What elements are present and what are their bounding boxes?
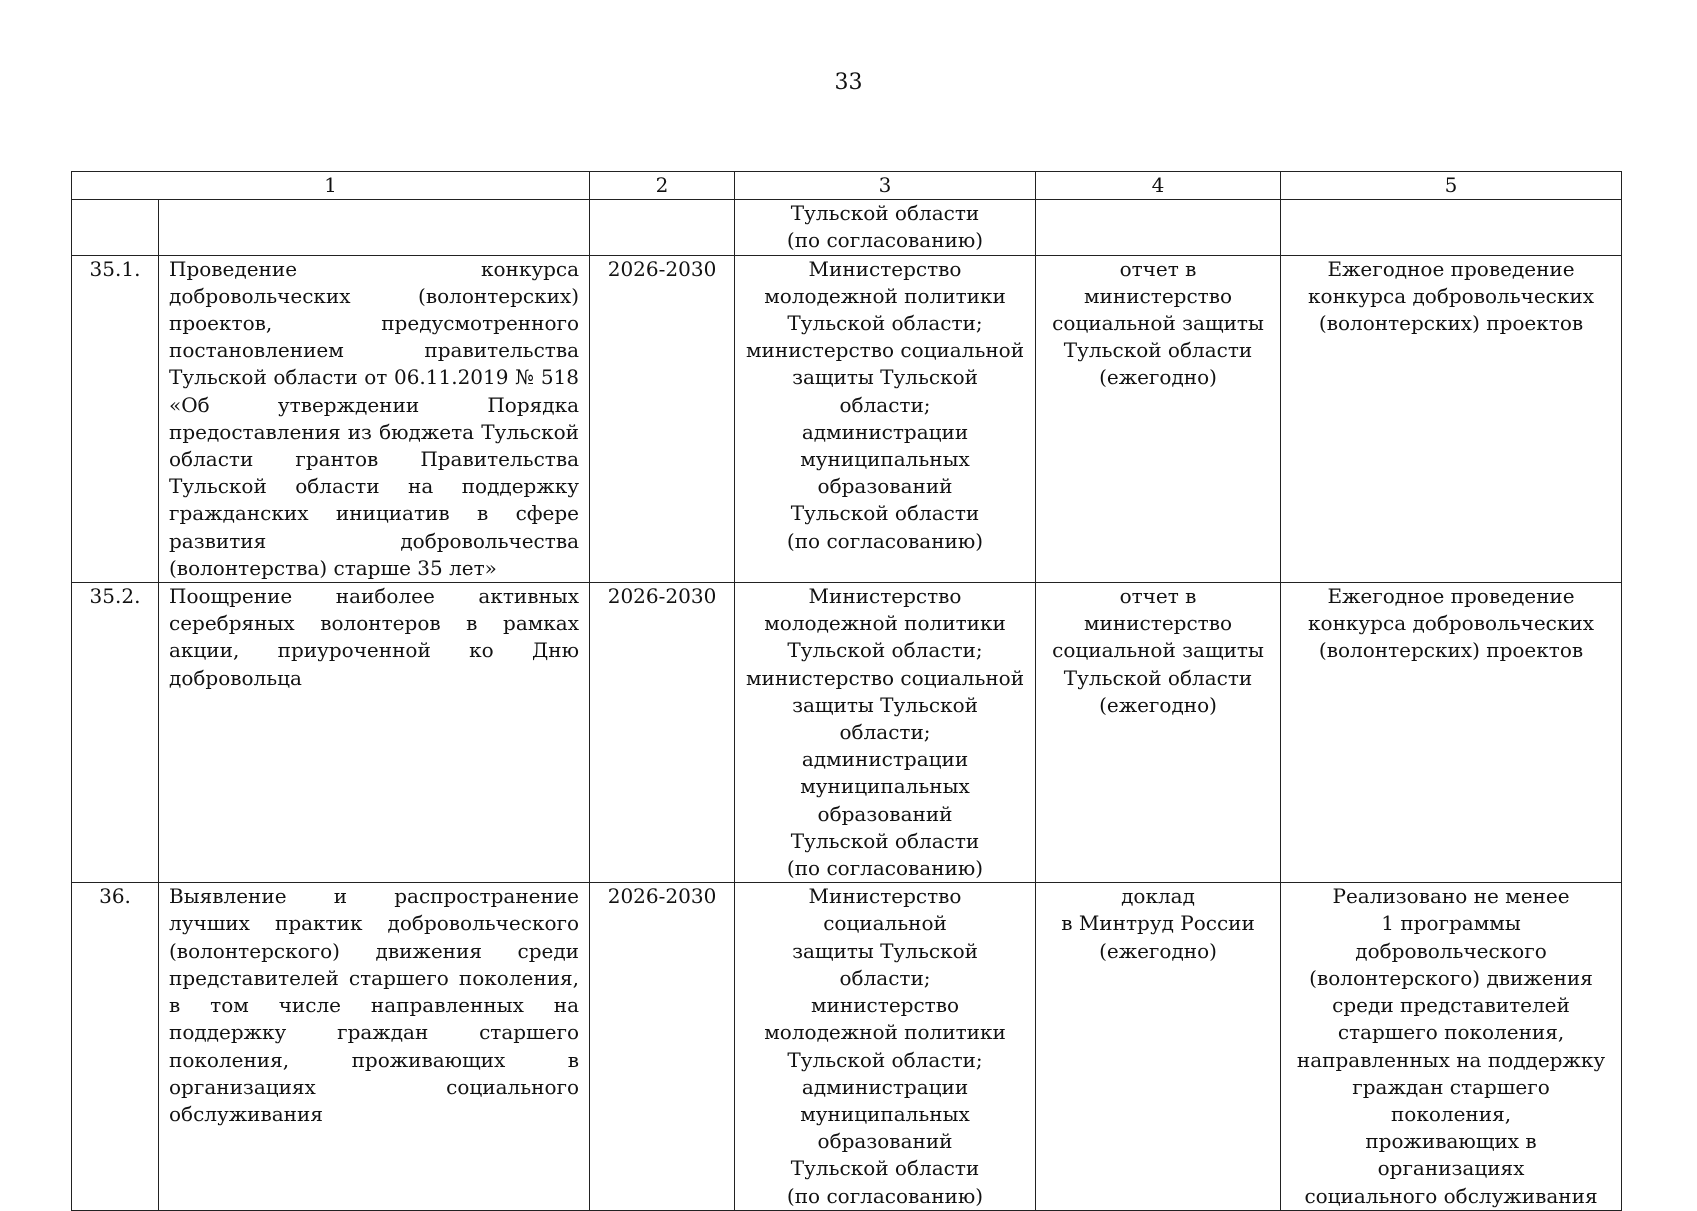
responsible-line: муниципальных bbox=[800, 774, 970, 799]
report-line: (ежегодно) bbox=[1099, 365, 1217, 390]
report-line: социальной защиты bbox=[1052, 311, 1264, 336]
row-responsible bbox=[735, 255, 1036, 582]
row-period-cell bbox=[590, 200, 735, 255]
header-col-2: 2 bbox=[590, 172, 735, 200]
result-line: (волонтерского) движения bbox=[1309, 965, 1593, 990]
measures-table bbox=[71, 171, 1622, 1211]
report-line: (ежегодно) bbox=[1099, 938, 1217, 963]
responsible-line: Тульской области bbox=[790, 1156, 980, 1181]
row-result bbox=[1281, 883, 1622, 1210]
responsible-line: Тульской области bbox=[790, 501, 980, 526]
responsible-line: защиты Тульской области; bbox=[792, 938, 978, 990]
table-row-continuation bbox=[72, 200, 1622, 255]
row-result bbox=[1281, 583, 1622, 883]
responsible-line: молодежной политики bbox=[764, 1020, 1006, 1045]
responsible-line: Тульской области bbox=[790, 828, 980, 853]
responsible-line: министерство социальной bbox=[746, 338, 1025, 363]
report-line: социальной защиты bbox=[1052, 638, 1264, 663]
table-header-row bbox=[72, 172, 1622, 200]
table-row-35-2 bbox=[72, 583, 1622, 883]
result-line: (волонтерских) проектов bbox=[1318, 311, 1584, 336]
row-responsible bbox=[735, 883, 1036, 1210]
responsible-line: образований bbox=[817, 1129, 953, 1154]
report-line: отчет в bbox=[1119, 256, 1197, 281]
responsible-line: образований bbox=[817, 474, 953, 499]
header-col-3: 3 bbox=[735, 172, 1036, 200]
report-line: (ежегодно) bbox=[1099, 692, 1217, 717]
result-line: Ежегодное проведение bbox=[1327, 256, 1575, 281]
table-row-36 bbox=[72, 883, 1622, 1210]
row-report bbox=[1036, 583, 1281, 883]
report-line: доклад bbox=[1121, 884, 1195, 909]
report-line: Тульской области bbox=[1063, 665, 1253, 690]
row-activity: Проведение конкурса добровольческих (волонтерских) проектов, предусмотренного постановлением правительства Тульской области от 06.11.2019 № 518 «Об утверждении Порядка предоставления из бюджета Тульской области грантов Правительства Тульской области на поддержку гражданских инициатив в сфере развития добровольчества (волонтерства) старше 35 лет» bbox=[159, 255, 590, 582]
responsible-line: муниципальных bbox=[800, 1101, 970, 1126]
responsible-line: администрации bbox=[801, 747, 969, 772]
result-line: проживающих в организациях bbox=[1365, 1129, 1537, 1181]
responsible-line: образований bbox=[817, 801, 953, 826]
responsible-line: защиты Тульской области; bbox=[792, 692, 978, 745]
responsible-line: (по согласованию) bbox=[786, 856, 984, 881]
row-responsible bbox=[735, 583, 1036, 883]
result-line: старшего поколения, bbox=[1337, 1020, 1565, 1045]
result-line: граждан старшего поколения, bbox=[1352, 1074, 1550, 1126]
responsible-line: министерство социальной bbox=[746, 665, 1025, 690]
result-line: Ежегодное проведение bbox=[1327, 584, 1575, 609]
row-responsible-cell bbox=[735, 200, 1036, 255]
responsible-line: (по согласованию) bbox=[786, 528, 984, 553]
result-line: конкурса добровольческих bbox=[1308, 611, 1594, 636]
header-col-4: 4 bbox=[1036, 172, 1281, 200]
row-activity-cell bbox=[159, 200, 590, 255]
page-number: 33 bbox=[834, 70, 863, 95]
responsible-line: Министерство bbox=[808, 584, 962, 609]
row-number: 35.1. bbox=[72, 255, 159, 582]
responsible-line: муниципальных bbox=[800, 447, 970, 472]
row-number-cell bbox=[72, 200, 159, 255]
responsible-line: защиты Тульской области; bbox=[792, 365, 978, 417]
result-line: (волонтерских) проектов bbox=[1318, 638, 1584, 663]
row-result-cell bbox=[1281, 200, 1622, 255]
row-period: 2026-2030 bbox=[590, 883, 735, 1210]
result-line: добровольческого bbox=[1355, 938, 1547, 963]
row-number: 36. bbox=[72, 883, 159, 1210]
result-line: направленных на поддержку bbox=[1296, 1047, 1606, 1072]
row-number: 35.2. bbox=[72, 583, 159, 883]
responsible-line: Министерство bbox=[808, 256, 962, 281]
report-line: министерство bbox=[1084, 283, 1233, 308]
header-col-5: 5 bbox=[1281, 172, 1622, 200]
report-line: министерство bbox=[1084, 611, 1233, 636]
report-line: в Минтруд России bbox=[1061, 911, 1255, 936]
result-line: социального обслуживания bbox=[1304, 1183, 1598, 1208]
responsible-line: (по согласованию) bbox=[786, 1183, 984, 1208]
responsible-line: администрации bbox=[801, 419, 969, 444]
result-line: конкурса добровольческих bbox=[1308, 283, 1594, 308]
responsible-line: администрации bbox=[801, 1074, 969, 1099]
responsible-line: Тульской области; bbox=[787, 311, 983, 336]
result-line: 1 программы bbox=[1381, 911, 1521, 936]
responsible-line: молодежной политики bbox=[764, 283, 1006, 308]
report-line: отчет в bbox=[1119, 584, 1197, 609]
responsible-line: Тульской области; bbox=[787, 638, 983, 663]
row-activity: Поощрение наиболее активных серебряных волонтеров в рамках акции, приуроченной ко Дню добровольца bbox=[159, 583, 590, 883]
row-report bbox=[1036, 883, 1281, 1210]
row-activity: Выявление и распространение лучших практик добровольческого (волонтерского) движения среди представителей старшего поколения, в том числе направленных на поддержку граждан старшего поколения, проживающих в организациях социального обслуживания bbox=[159, 883, 590, 1210]
row-result bbox=[1281, 255, 1622, 582]
row-period: 2026-2030 bbox=[590, 583, 735, 883]
table-row-35-1 bbox=[72, 255, 1622, 582]
row-report-cell bbox=[1036, 200, 1281, 255]
responsible-line: Министерство социальной bbox=[808, 884, 962, 936]
result-line: среди представителей bbox=[1332, 993, 1570, 1018]
responsible-line: министерство bbox=[811, 993, 960, 1018]
report-line: Тульской области bbox=[1063, 338, 1253, 363]
row-report bbox=[1036, 255, 1281, 582]
header-col-1: 1 bbox=[72, 172, 590, 200]
result-line: Реализовано не менее bbox=[1332, 884, 1570, 909]
responsible-line: Тульской области; bbox=[787, 1047, 983, 1072]
row-period: 2026-2030 bbox=[590, 255, 735, 582]
responsible-line: молодежной политики bbox=[764, 611, 1006, 636]
responsible-line: Тульской области bbox=[790, 201, 980, 226]
responsible-line: (по согласованию) bbox=[786, 228, 984, 253]
